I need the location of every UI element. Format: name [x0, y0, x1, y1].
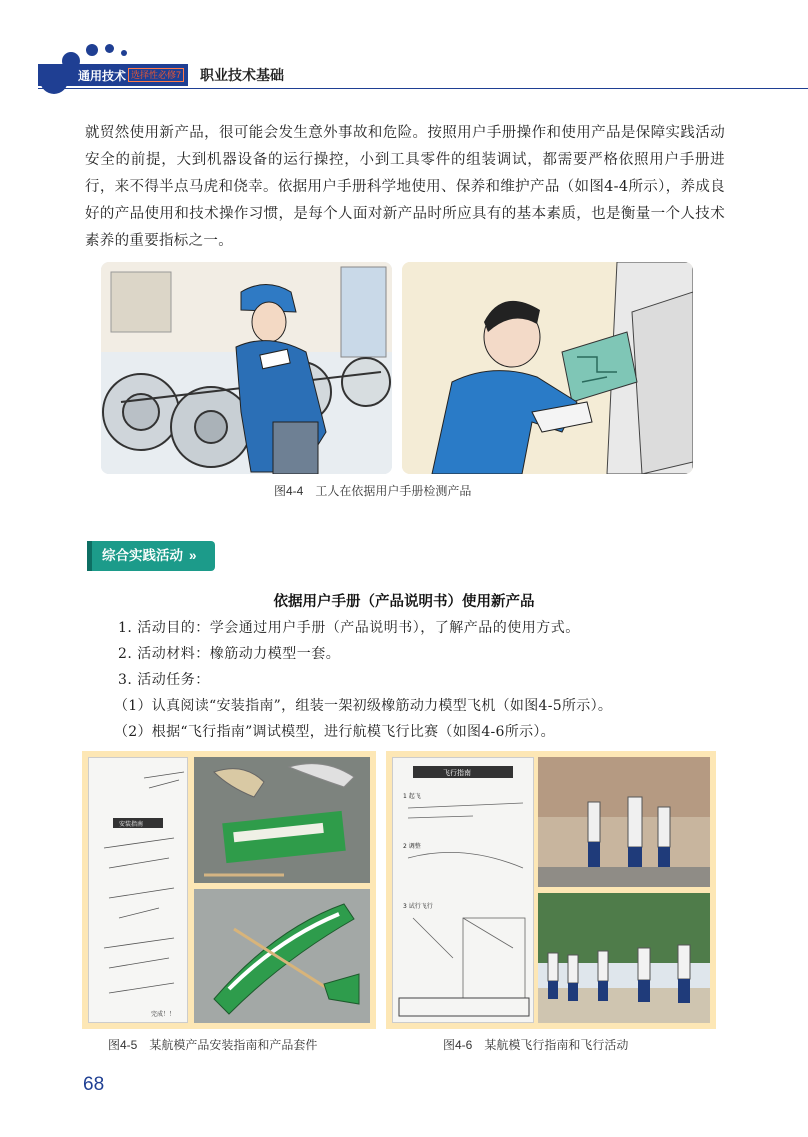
assembly-guide-header: 安装指南: [119, 821, 144, 828]
activity-item-task: 3. 活动任务：: [118, 672, 210, 688]
flight-activity-photo-1: [538, 757, 710, 887]
decor-dot: [86, 44, 98, 56]
activity-task-1: （1）认真阅读“安装指南”，组装一架初级橡筋动力模型飞机（如图4-5所示）。: [114, 698, 613, 714]
figure-4-5-caption: 图4-5 某航模产品安装指南和产品套件: [108, 1038, 318, 1052]
kit-parts-photo: [194, 757, 370, 883]
flight-step-1: 1 起飞: [403, 793, 421, 800]
section-label: [87, 541, 215, 571]
activity-item-purpose: 1. 活动目的：学会通过用户手册（产品说明书），了解产品的使用方式。: [118, 620, 580, 636]
decor-dot: [105, 44, 114, 53]
assembly-guide-footer: 完成！！: [151, 1011, 176, 1018]
activity-task-2: （2）根据“飞行指南”调试模型，进行航模飞行比赛（如图4-6所示）。: [114, 724, 555, 740]
page-number: 68: [83, 1074, 105, 1095]
flight-activity-photo-2: [538, 893, 710, 1023]
activity-title: 依据用户手册（产品说明书）使用新产品: [273, 594, 535, 610]
volume-tag: 选择性必修7: [128, 68, 184, 82]
activity-item-materials: 2. 活动材料：橡筋动力模型一套。: [118, 646, 341, 662]
book-title: 职业技术基础: [200, 67, 284, 83]
flight-guide-header: 飞行指南: [443, 769, 471, 777]
figure-4-4-left-illustration: [101, 262, 392, 474]
header-rule: [38, 88, 808, 89]
assembly-guide-sheet: [88, 757, 188, 1023]
figure-4-5-panel: [82, 751, 376, 1029]
assembled-plane-photo: [194, 889, 370, 1023]
chevron-right-icon: »: [189, 548, 197, 563]
body-paragraph: 就贸然使用新产品，很可能会发生意外事故和危险。按照用户手册操作和使用产品是保障实践活动安全的前提，大到机器设备的运行操控，小到工具零件的组装调试，都需要严格依照用户手册进行，来不得半点马虎和侥幸。依据用户手册科学地使用、保养和维护产品（如图4-4所示），养成良好的产品使用和技术操作习惯，是每个人面对新产品时所应具有的基本素质，也是衡量一个人技术素养的重要指标之一。: [85, 125, 725, 249]
flight-step-2: 2 调整: [403, 843, 421, 850]
figure-4-4-right-illustration: [402, 262, 693, 474]
flight-step-3: 3 试行飞行: [403, 903, 433, 910]
series-name: 通用技术: [78, 69, 127, 83]
page-header: [0, 0, 808, 100]
decor-dot: [121, 50, 127, 56]
figure-4-6-caption: 图4-6 某航模飞行指南和飞行活动: [443, 1038, 629, 1052]
figure-4-6-panel: [386, 751, 716, 1029]
figure-4-4-caption: 图4-4 工人在依据用户手册检测产品: [274, 484, 472, 498]
flight-guide-sheet: [392, 757, 534, 1023]
section-label-text: 综合实践活动: [102, 548, 183, 563]
